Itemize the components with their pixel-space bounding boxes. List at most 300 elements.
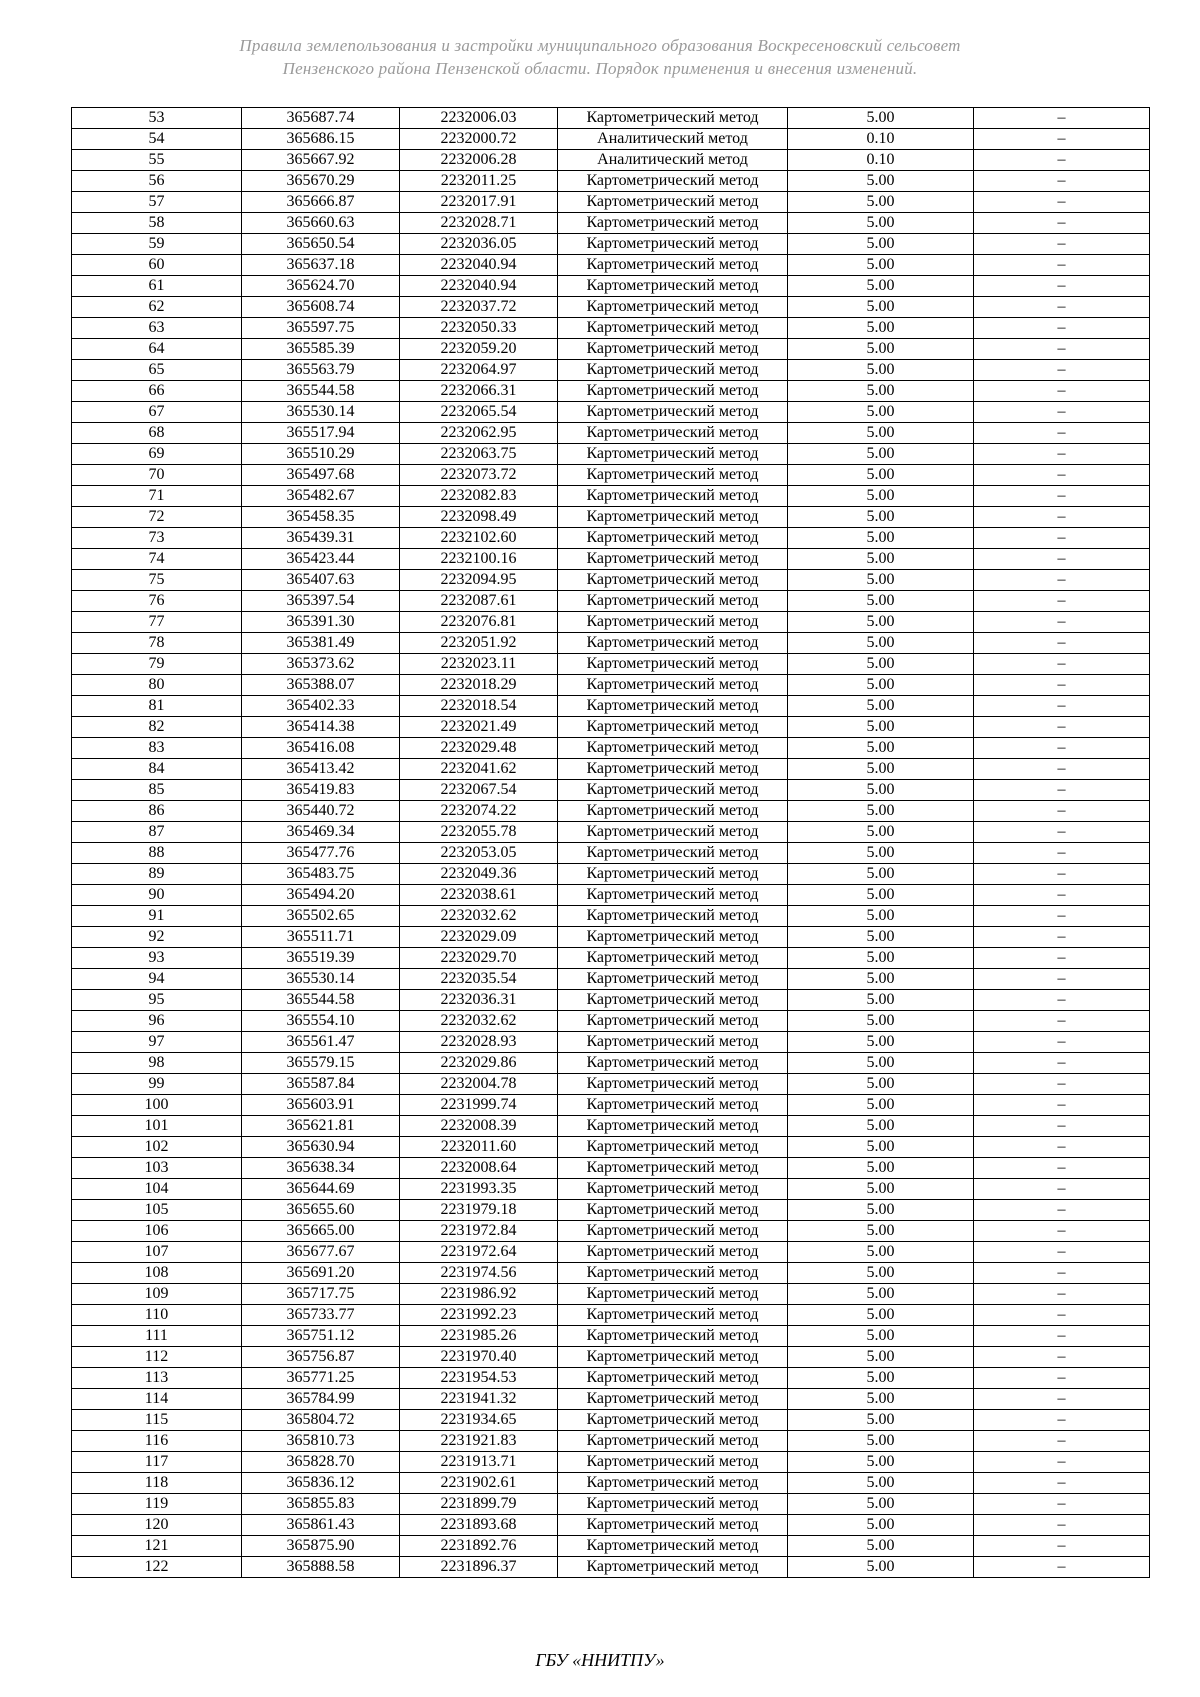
- table-row: [72, 1305, 1150, 1326]
- y-coordinate-cell: 2231934.65: [400, 1410, 558, 1431]
- table-row: [72, 339, 1150, 360]
- table-row: [72, 759, 1150, 780]
- accuracy-cell: 5.00: [788, 1410, 974, 1431]
- x-coordinate-cell: 365469.34: [242, 822, 400, 843]
- table-row: [72, 1347, 1150, 1368]
- point-number-cell: 77: [72, 612, 242, 633]
- accuracy-cell: 5.00: [788, 192, 974, 213]
- accuracy-cell: 5.00: [788, 1179, 974, 1200]
- point-number-cell: 72: [72, 507, 242, 528]
- x-coordinate-cell: 365686.15: [242, 129, 400, 150]
- y-coordinate-cell: 2231993.35: [400, 1179, 558, 1200]
- method-cell: Картометрический метод: [558, 885, 788, 906]
- x-coordinate-cell: 365414.38: [242, 717, 400, 738]
- point-number-cell: 69: [72, 444, 242, 465]
- method-cell: Картометрический метод: [558, 1410, 788, 1431]
- method-cell: Картометрический метод: [558, 381, 788, 402]
- table-row: [72, 465, 1150, 486]
- table-row: [72, 822, 1150, 843]
- accuracy-cell: 5.00: [788, 1347, 974, 1368]
- table-row: [72, 444, 1150, 465]
- table-row: [72, 318, 1150, 339]
- description-cell: –: [974, 1158, 1150, 1179]
- table-row: [72, 192, 1150, 213]
- x-coordinate-cell: 365667.92: [242, 150, 400, 171]
- description-cell: –: [974, 213, 1150, 234]
- accuracy-cell: 5.00: [788, 822, 974, 843]
- table-row: [72, 948, 1150, 969]
- accuracy-cell: 5.00: [788, 1095, 974, 1116]
- x-coordinate-cell: 365579.15: [242, 1053, 400, 1074]
- method-cell: Картометрический метод: [558, 276, 788, 297]
- method-cell: Картометрический метод: [558, 549, 788, 570]
- x-coordinate-cell: 365440.72: [242, 801, 400, 822]
- method-cell: Картометрический метод: [558, 759, 788, 780]
- table-row: [72, 801, 1150, 822]
- y-coordinate-cell: 2232032.62: [400, 1011, 558, 1032]
- description-cell: –: [974, 486, 1150, 507]
- x-coordinate-cell: 365804.72: [242, 1410, 400, 1431]
- point-number-cell: 53: [72, 108, 242, 129]
- point-number-cell: 94: [72, 969, 242, 990]
- table-row: [72, 1074, 1150, 1095]
- point-number-cell: 63: [72, 318, 242, 339]
- table-row: [72, 1326, 1150, 1347]
- table-row: [72, 1032, 1150, 1053]
- accuracy-cell: 5.00: [788, 948, 974, 969]
- accuracy-cell: 5.00: [788, 360, 974, 381]
- point-number-cell: 90: [72, 885, 242, 906]
- point-number-cell: 65: [72, 360, 242, 381]
- point-number-cell: 111: [72, 1326, 242, 1347]
- accuracy-cell: 5.00: [788, 1263, 974, 1284]
- description-cell: –: [974, 1473, 1150, 1494]
- y-coordinate-cell: 2231972.84: [400, 1221, 558, 1242]
- description-cell: –: [974, 591, 1150, 612]
- method-cell: Картометрический метод: [558, 171, 788, 192]
- description-cell: –: [974, 1053, 1150, 1074]
- point-number-cell: 60: [72, 255, 242, 276]
- point-number-cell: 97: [72, 1032, 242, 1053]
- table-row: [72, 906, 1150, 927]
- table-row: [72, 633, 1150, 654]
- accuracy-cell: 0.10: [788, 129, 974, 150]
- description-cell: –: [974, 675, 1150, 696]
- point-number-cell: 54: [72, 129, 242, 150]
- description-cell: –: [974, 507, 1150, 528]
- method-cell: Картометрический метод: [558, 1305, 788, 1326]
- description-cell: –: [974, 339, 1150, 360]
- description-cell: –: [974, 360, 1150, 381]
- method-cell: Картометрический метод: [558, 969, 788, 990]
- x-coordinate-cell: 365608.74: [242, 297, 400, 318]
- y-coordinate-cell: 2232082.83: [400, 486, 558, 507]
- y-coordinate-cell: 2232073.72: [400, 465, 558, 486]
- point-number-cell: 76: [72, 591, 242, 612]
- description-cell: –: [974, 549, 1150, 570]
- point-number-cell: 88: [72, 843, 242, 864]
- y-coordinate-cell: 2231999.74: [400, 1095, 558, 1116]
- y-coordinate-cell: 2231941.32: [400, 1389, 558, 1410]
- x-coordinate-cell: 365563.79: [242, 360, 400, 381]
- y-coordinate-cell: 2232059.20: [400, 339, 558, 360]
- table-row: [72, 1515, 1150, 1536]
- table-row: [72, 1431, 1150, 1452]
- y-coordinate-cell: 2232029.09: [400, 927, 558, 948]
- description-cell: –: [974, 1368, 1150, 1389]
- description-cell: –: [974, 297, 1150, 318]
- x-coordinate-cell: 365585.39: [242, 339, 400, 360]
- y-coordinate-cell: 2232062.95: [400, 423, 558, 444]
- method-cell: Картометрический метод: [558, 1095, 788, 1116]
- x-coordinate-cell: 365530.14: [242, 969, 400, 990]
- x-coordinate-cell: 365483.75: [242, 864, 400, 885]
- accuracy-cell: 5.00: [788, 465, 974, 486]
- point-number-cell: 56: [72, 171, 242, 192]
- description-cell: –: [974, 1494, 1150, 1515]
- method-cell: Картометрический метод: [558, 465, 788, 486]
- x-coordinate-cell: 365597.75: [242, 318, 400, 339]
- description-cell: –: [974, 822, 1150, 843]
- footer-organization: ГБУ «ННИТПУ»: [535, 1650, 665, 1670]
- point-number-cell: 93: [72, 948, 242, 969]
- table-row: [72, 675, 1150, 696]
- method-cell: Картометрический метод: [558, 108, 788, 129]
- x-coordinate-cell: 365511.71: [242, 927, 400, 948]
- method-cell: Картометрический метод: [558, 780, 788, 801]
- point-number-cell: 101: [72, 1116, 242, 1137]
- y-coordinate-cell: 2231892.76: [400, 1536, 558, 1557]
- table-row: [72, 360, 1150, 381]
- accuracy-cell: 5.00: [788, 633, 974, 654]
- description-cell: –: [974, 423, 1150, 444]
- table-row: [72, 1053, 1150, 1074]
- table-row: [72, 255, 1150, 276]
- point-number-cell: 95: [72, 990, 242, 1011]
- point-number-cell: 81: [72, 696, 242, 717]
- description-cell: –: [974, 1032, 1150, 1053]
- accuracy-cell: 5.00: [788, 1473, 974, 1494]
- accuracy-cell: 5.00: [788, 1536, 974, 1557]
- y-coordinate-cell: 2231896.37: [400, 1557, 558, 1578]
- y-coordinate-cell: 2232041.62: [400, 759, 558, 780]
- x-coordinate-cell: 365687.74: [242, 108, 400, 129]
- description-cell: –: [974, 1326, 1150, 1347]
- method-cell: Картометрический метод: [558, 1158, 788, 1179]
- method-cell: Картометрический метод: [558, 1032, 788, 1053]
- x-coordinate-cell: 365660.63: [242, 213, 400, 234]
- point-number-cell: 85: [72, 780, 242, 801]
- x-coordinate-cell: 365717.75: [242, 1284, 400, 1305]
- method-cell: Картометрический метод: [558, 1536, 788, 1557]
- x-coordinate-cell: 365828.70: [242, 1452, 400, 1473]
- table-row: [72, 108, 1150, 129]
- y-coordinate-cell: 2232050.33: [400, 318, 558, 339]
- table-row: [72, 1158, 1150, 1179]
- point-number-cell: 78: [72, 633, 242, 654]
- y-coordinate-cell: 2232028.71: [400, 213, 558, 234]
- y-coordinate-cell: 2231986.92: [400, 1284, 558, 1305]
- point-number-cell: 59: [72, 234, 242, 255]
- x-coordinate-cell: 365665.00: [242, 1221, 400, 1242]
- x-coordinate-cell: 365587.84: [242, 1074, 400, 1095]
- method-cell: Картометрический метод: [558, 234, 788, 255]
- method-cell: Картометрический метод: [558, 1011, 788, 1032]
- table-row: [72, 591, 1150, 612]
- accuracy-cell: 5.00: [788, 717, 974, 738]
- accuracy-cell: 5.00: [788, 927, 974, 948]
- y-coordinate-cell: 2232018.29: [400, 675, 558, 696]
- x-coordinate-cell: 365630.94: [242, 1137, 400, 1158]
- y-coordinate-cell: 2232063.75: [400, 444, 558, 465]
- y-coordinate-cell: 2231979.18: [400, 1200, 558, 1221]
- y-coordinate-cell: 2232036.31: [400, 990, 558, 1011]
- accuracy-cell: 5.00: [788, 1557, 974, 1578]
- x-coordinate-cell: 365861.43: [242, 1515, 400, 1536]
- description-cell: –: [974, 1431, 1150, 1452]
- method-cell: Картометрический метод: [558, 402, 788, 423]
- accuracy-cell: 5.00: [788, 864, 974, 885]
- method-cell: Картометрический метод: [558, 696, 788, 717]
- description-cell: –: [974, 696, 1150, 717]
- point-number-cell: 92: [72, 927, 242, 948]
- x-coordinate-cell: 365388.07: [242, 675, 400, 696]
- description-cell: –: [974, 318, 1150, 339]
- description-cell: –: [974, 990, 1150, 1011]
- table-row: [72, 1116, 1150, 1137]
- point-number-cell: 71: [72, 486, 242, 507]
- x-coordinate-cell: 365416.08: [242, 738, 400, 759]
- point-number-cell: 66: [72, 381, 242, 402]
- y-coordinate-cell: 2232028.93: [400, 1032, 558, 1053]
- method-cell: Картометрический метод: [558, 1179, 788, 1200]
- x-coordinate-cell: 365624.70: [242, 276, 400, 297]
- point-number-cell: 98: [72, 1053, 242, 1074]
- x-coordinate-cell: 365497.68: [242, 465, 400, 486]
- method-cell: Картометрический метод: [558, 675, 788, 696]
- point-number-cell: 96: [72, 1011, 242, 1032]
- description-cell: –: [974, 444, 1150, 465]
- point-number-cell: 120: [72, 1515, 242, 1536]
- table-row: [72, 1221, 1150, 1242]
- y-coordinate-cell: 2231902.61: [400, 1473, 558, 1494]
- running-header: [0, 34, 1200, 80]
- description-cell: –: [974, 1389, 1150, 1410]
- x-coordinate-cell: 365603.91: [242, 1095, 400, 1116]
- table-row: [72, 1494, 1150, 1515]
- table-row: [72, 717, 1150, 738]
- y-coordinate-cell: 2232018.54: [400, 696, 558, 717]
- accuracy-cell: 5.00: [788, 234, 974, 255]
- table-row: [72, 1389, 1150, 1410]
- x-coordinate-cell: 365477.76: [242, 843, 400, 864]
- description-cell: –: [974, 717, 1150, 738]
- x-coordinate-cell: 365502.65: [242, 906, 400, 927]
- y-coordinate-cell: 2232094.95: [400, 570, 558, 591]
- point-number-cell: 107: [72, 1242, 242, 1263]
- x-coordinate-cell: 365655.60: [242, 1200, 400, 1221]
- description-cell: –: [974, 927, 1150, 948]
- description-cell: –: [974, 864, 1150, 885]
- method-cell: Картометрический метод: [558, 339, 788, 360]
- y-coordinate-cell: 2232017.91: [400, 192, 558, 213]
- method-cell: Картометрический метод: [558, 1557, 788, 1578]
- y-coordinate-cell: 2232000.72: [400, 129, 558, 150]
- point-number-cell: 119: [72, 1494, 242, 1515]
- method-cell: Картометрический метод: [558, 864, 788, 885]
- accuracy-cell: 5.00: [788, 1242, 974, 1263]
- accuracy-cell: 5.00: [788, 339, 974, 360]
- accuracy-cell: 0.10: [788, 150, 974, 171]
- method-cell: Картометрический метод: [558, 948, 788, 969]
- method-cell: Картометрический метод: [558, 255, 788, 276]
- x-coordinate-cell: 365494.20: [242, 885, 400, 906]
- description-cell: –: [974, 633, 1150, 654]
- x-coordinate-cell: 365561.47: [242, 1032, 400, 1053]
- accuracy-cell: 5.00: [788, 591, 974, 612]
- point-number-cell: 58: [72, 213, 242, 234]
- y-coordinate-cell: 2232023.11: [400, 654, 558, 675]
- table-row: [72, 129, 1150, 150]
- method-cell: Картометрический метод: [558, 1347, 788, 1368]
- point-number-cell: 68: [72, 423, 242, 444]
- point-number-cell: 82: [72, 717, 242, 738]
- y-coordinate-cell: 2232011.60: [400, 1137, 558, 1158]
- description-cell: –: [974, 780, 1150, 801]
- y-coordinate-cell: 2232036.05: [400, 234, 558, 255]
- table-row: [72, 1452, 1150, 1473]
- method-cell: Картометрический метод: [558, 570, 788, 591]
- description-cell: –: [974, 906, 1150, 927]
- accuracy-cell: 5.00: [788, 1137, 974, 1158]
- description-cell: –: [974, 276, 1150, 297]
- table-row: [72, 990, 1150, 1011]
- table-row: [72, 1137, 1150, 1158]
- y-coordinate-cell: 2232029.70: [400, 948, 558, 969]
- y-coordinate-cell: 2232064.97: [400, 360, 558, 381]
- method-cell: Картометрический метод: [558, 717, 788, 738]
- method-cell: Картометрический метод: [558, 297, 788, 318]
- accuracy-cell: 5.00: [788, 1389, 974, 1410]
- x-coordinate-cell: 365407.63: [242, 570, 400, 591]
- y-coordinate-cell: 2232006.03: [400, 108, 558, 129]
- x-coordinate-cell: 365544.58: [242, 990, 400, 1011]
- accuracy-cell: 5.00: [788, 297, 974, 318]
- method-cell: Картометрический метод: [558, 1368, 788, 1389]
- accuracy-cell: 5.00: [788, 444, 974, 465]
- y-coordinate-cell: 2232098.49: [400, 507, 558, 528]
- accuracy-cell: 5.00: [788, 402, 974, 423]
- description-cell: –: [974, 1410, 1150, 1431]
- point-number-cell: 64: [72, 339, 242, 360]
- y-coordinate-cell: 2232032.62: [400, 906, 558, 927]
- point-number-cell: 108: [72, 1263, 242, 1284]
- x-coordinate-cell: 365691.20: [242, 1263, 400, 1284]
- accuracy-cell: 5.00: [788, 1284, 974, 1305]
- y-coordinate-cell: 2232040.94: [400, 276, 558, 297]
- y-coordinate-cell: 2232008.64: [400, 1158, 558, 1179]
- accuracy-cell: 5.00: [788, 1011, 974, 1032]
- y-coordinate-cell: 2232037.72: [400, 297, 558, 318]
- accuracy-cell: 5.00: [788, 486, 974, 507]
- method-cell: Картометрический метод: [558, 1053, 788, 1074]
- y-coordinate-cell: 2232055.78: [400, 822, 558, 843]
- point-number-cell: 70: [72, 465, 242, 486]
- accuracy-cell: 5.00: [788, 423, 974, 444]
- method-cell: Картометрический метод: [558, 738, 788, 759]
- description-cell: –: [974, 1536, 1150, 1557]
- table-row: [72, 213, 1150, 234]
- x-coordinate-cell: 365510.29: [242, 444, 400, 465]
- table-row: [72, 654, 1150, 675]
- method-cell: Картометрический метод: [558, 1473, 788, 1494]
- description-cell: –: [974, 801, 1150, 822]
- x-coordinate-cell: 365373.62: [242, 654, 400, 675]
- point-number-cell: 103: [72, 1158, 242, 1179]
- method-cell: Картометрический метод: [558, 1221, 788, 1242]
- description-cell: –: [974, 1557, 1150, 1578]
- x-coordinate-cell: 365756.87: [242, 1347, 400, 1368]
- description-cell: –: [974, 612, 1150, 633]
- point-number-cell: 113: [72, 1368, 242, 1389]
- table-row: [72, 1473, 1150, 1494]
- method-cell: Картометрический метод: [558, 801, 788, 822]
- point-number-cell: 83: [72, 738, 242, 759]
- table-row: [72, 1242, 1150, 1263]
- description-cell: –: [974, 738, 1150, 759]
- y-coordinate-cell: 2231899.79: [400, 1494, 558, 1515]
- table-row: [72, 1179, 1150, 1200]
- table-row: [72, 171, 1150, 192]
- x-coordinate-cell: 365413.42: [242, 759, 400, 780]
- table-row: [72, 864, 1150, 885]
- x-coordinate-cell: 365644.69: [242, 1179, 400, 1200]
- description-cell: –: [974, 234, 1150, 255]
- method-cell: Картометрический метод: [558, 1431, 788, 1452]
- accuracy-cell: 5.00: [788, 738, 974, 759]
- accuracy-cell: 5.00: [788, 1053, 974, 1074]
- accuracy-cell: 5.00: [788, 969, 974, 990]
- table-row: [72, 780, 1150, 801]
- method-cell: Картометрический метод: [558, 906, 788, 927]
- accuracy-cell: 5.00: [788, 990, 974, 1011]
- point-number-cell: 109: [72, 1284, 242, 1305]
- table-row: [72, 486, 1150, 507]
- accuracy-cell: 5.00: [788, 801, 974, 822]
- description-cell: –: [974, 1116, 1150, 1137]
- method-cell: Картометрический метод: [558, 1326, 788, 1347]
- x-coordinate-cell: 365733.77: [242, 1305, 400, 1326]
- x-coordinate-cell: 365517.94: [242, 423, 400, 444]
- coordinates-table: [71, 107, 1150, 1578]
- method-cell: Картометрический метод: [558, 528, 788, 549]
- accuracy-cell: 5.00: [788, 507, 974, 528]
- y-coordinate-cell: 2232100.16: [400, 549, 558, 570]
- y-coordinate-cell: 2231974.56: [400, 1263, 558, 1284]
- method-cell: Картометрический метод: [558, 1284, 788, 1305]
- accuracy-cell: 5.00: [788, 549, 974, 570]
- table-row: [72, 738, 1150, 759]
- x-coordinate-cell: 365381.49: [242, 633, 400, 654]
- table-row: [72, 423, 1150, 444]
- method-cell: Картометрический метод: [558, 927, 788, 948]
- point-number-cell: 79: [72, 654, 242, 675]
- description-cell: –: [974, 255, 1150, 276]
- point-number-cell: 91: [72, 906, 242, 927]
- table-row: [72, 843, 1150, 864]
- method-cell: Картометрический метод: [558, 1242, 788, 1263]
- method-cell: Картометрический метод: [558, 1515, 788, 1536]
